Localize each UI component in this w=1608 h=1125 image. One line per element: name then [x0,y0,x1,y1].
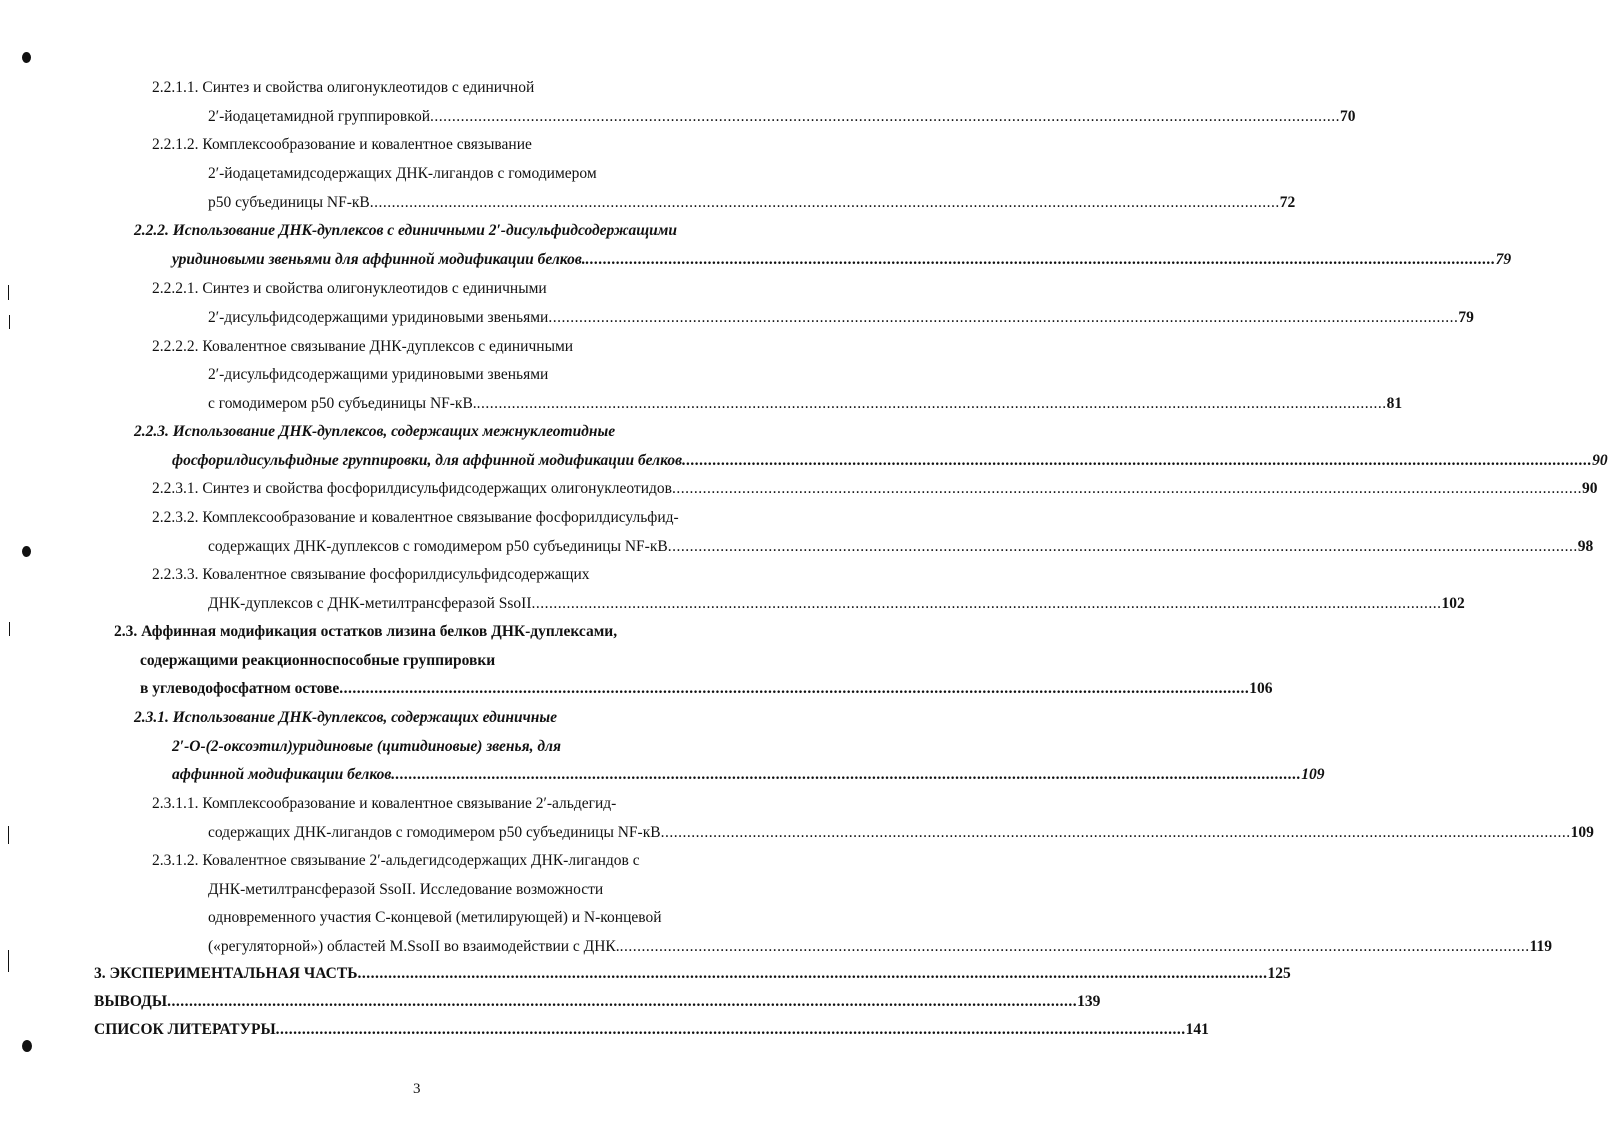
toc-text: 3. ЭКСПЕРИМЕНТАЛЬНАЯ ЧАСТЬ [94,965,358,982]
toc-leader: ................................................................................................................................................................................................................ [585,251,1496,268]
toc-page-number: 98 [1577,538,1594,555]
toc-entry-2-2-2-2-line1: 2.2.2.2. Ковалентное связывание ДНК-дуплексов с единичными [152,338,574,355]
toc-entry-2-3-line3[interactable] [140,679,1273,699]
toc-entry-2-3-1-line1: 2.3.1. Использование ДНК-дуплексов, содержащих единичные [134,709,558,726]
toc-entry-2-3-line1: 2.3. Аффинная модификация остатков лизина белков ДНК-дуплексами, [114,623,618,640]
toc-leader: ................................................................................................................................................................................................................ [531,595,1442,612]
toc-entry-2-2-1-2-line3[interactable] [208,193,1296,213]
toc-page-number: 79 [1458,309,1474,326]
toc-entry-2-3-1-line3[interactable] [172,765,1325,785]
toc-entry-2-2-1-2-line1: 2.2.1.2. Комплексообразование и ковалентное связывание [152,136,532,153]
toc-text: ДНК-дуплексов с ДНК-метилтрансферазой SsoII [208,595,532,612]
toc-leader: ................................................................................................................................................................................................................ [671,480,1582,497]
page-number: 3 [413,1081,421,1097]
toc-entry-references[interactable] [94,1020,1209,1040]
toc-leader: ................................................................................................................................................................................................................ [369,194,1280,211]
toc-text: 2′-дисульфидсодержащими уридиновыми звеньями [208,309,549,326]
toc-page-number: 79 [1495,251,1512,268]
scan-line-mark [8,285,9,300]
toc-entry-2-3-1-1-line1: 2.3.1.1. Комплексообразование и ковалентное связывание 2′-альдегид- [152,795,617,812]
toc-leader: ................................................................................................................................................................................................................ [476,395,1387,412]
toc-entry-2-2-2-2-line3[interactable] [208,394,1403,414]
toc-entry-2-2-2-line2[interactable] [172,250,1512,270]
toc-entry-2-2-3-1[interactable] [152,479,1598,499]
toc-page-number: 102 [1441,595,1465,612]
toc-entry-2-2-3-2-line1: 2.2.3.2. Комплексообразование и ковалентное связывание фосфорилдисульфид- [152,509,679,526]
toc-page-number: 141 [1185,1021,1209,1038]
toc-entry-2-3-1-2-line1: 2.3.1.2. Ковалентное связывание 2′-альдегидсодержащих ДНК-лигандов с [152,852,640,869]
toc-text: содержащих ДНК-лигандов с гомодимером р50 субъединицы NF-кВ [208,824,661,841]
toc-leader: ................................................................................................................................................................................................................ [167,993,1078,1010]
toc-text: 2.2.3.1. Синтез и свойства фосфорилдисульфидсодержащих олигонуклеотидов [152,480,672,497]
scan-line-mark [9,315,10,329]
toc-entry-conclusions[interactable] [94,992,1101,1012]
toc-page-number: 72 [1279,194,1296,211]
toc-page-number: 139 [1077,993,1101,1010]
toc-entry-2-2-3-3-line1: 2.2.3.3. Ковалентное связывание фосфорилдисульфидсодержащих [152,566,590,583]
toc-text: р50 субъединицы NF-кВ [208,194,370,211]
toc-page-number: 125 [1267,965,1291,982]
toc-entry-2-3-1-1-line2[interactable] [208,823,1594,843]
toc-leader: ................................................................................................................................................................................................................ [430,108,1341,125]
scan-dot-mark [22,52,31,63]
toc-text: («регуляторной») областей M.SsoII во взаимодействии с ДНК. [208,938,620,955]
toc-entry-2-2-1-2-line2: 2′-йодацетамидсодержащих ДНК-лигандов с гомодимером [208,165,597,182]
scan-line-mark [9,622,10,636]
toc-text: с гомодимером р50 субъединицы NF-кВ. [208,395,477,412]
scan-dot-mark [22,1040,32,1052]
toc-entry-2-2-2-1-line1: 2.2.2.1. Синтез и свойства олигонуклеотидов с единичными [152,280,547,297]
toc-page-number: 81 [1386,395,1403,412]
toc-leader: ................................................................................................................................................................................................................ [357,965,1268,982]
toc-page-number: 109 [1570,824,1594,841]
toc-page-number: 109 [1301,766,1325,783]
toc-page-number: 90 [1581,480,1598,497]
toc-text: в углеводофосфатном остове [140,680,340,697]
toc-text: уридиновыми звеньями для аффинной модификации белков. [172,251,586,268]
toc-page-number: 119 [1529,938,1553,955]
toc-leader: ................................................................................................................................................................................................................ [660,824,1571,841]
scan-line-mark [8,950,9,972]
toc-leader: ................................................................................................................................................................................................................ [275,1021,1186,1038]
toc-leader: ................................................................................................................................................................................................................ [619,938,1530,955]
scan-line-mark [8,826,9,844]
toc-text: 2′-йодацетамидной группировкой [208,108,431,125]
toc-entry-3[interactable] [94,964,1291,984]
toc-text: ВЫВОДЫ [94,993,168,1010]
toc-leader: ................................................................................................................................................................................................................ [667,538,1578,555]
toc-entry-2-2-3-2-line2[interactable] [208,537,1594,557]
toc-page-number: 90 [1592,452,1608,469]
toc-page-number: 70 [1340,108,1356,125]
scan-dot-mark [22,546,31,557]
toc-entry-2-3-1-2-line2: ДНК-метилтрансферазой SsoII. Исследование возможности [208,881,604,898]
toc-entry-2-2-2-1-line2[interactable] [208,308,1474,328]
toc-leader: ................................................................................................................................................................................................................ [548,309,1459,326]
toc-text: СПИСОК ЛИТЕРАТУРЫ [94,1021,276,1038]
toc-entry-2-3-1-2-line3: одновременного участия С-концевой (метилирующей) и N-концевой [208,909,662,926]
toc-text: аффинной модификации белков [172,766,392,783]
toc-entry-2-2-2-line1: 2.2.2. Использование ДНК-дуплексов с единичными 2′-дисульфидсодержащими [134,222,677,239]
toc-entry-2-2-2-2-line2: 2′-дисульфидсодержащими уридиновыми звеньями [208,366,549,383]
toc-leader: ................................................................................................................................................................................................................ [339,680,1250,697]
toc-entry-2-3-1-line2: 2′-О-(2-оксоэтил)уридиновые (цитидиновые) звенья, для [172,738,561,755]
toc-entry-2-2-3-line2[interactable] [172,451,1608,471]
toc-leader: ................................................................................................................................................................................................................ [391,766,1302,783]
toc-page-number: 106 [1249,680,1273,697]
toc-entry-2-3-1-2-line4[interactable] [208,937,1553,957]
toc-text: фосфорилдисульфидные группировки, для аффинной модификации белков [172,452,683,469]
toc-entry-2-3-line2: содержащими реакционноспособные группировки [140,652,496,669]
toc-entry-2-2-3-3-line2[interactable] [208,594,1465,614]
toc-leader: ................................................................................................................................................................................................................ [682,452,1593,469]
toc-entry-2-2-1-1-line2[interactable] [208,107,1356,127]
toc-text: содержащих ДНК-дуплексов с гомодимером р50 субъединицы NF-кВ [208,538,668,555]
toc-entry-2-2-3-line1: 2.2.3. Использование ДНК-дуплексов, содержащих межнуклеотидные [134,423,616,440]
toc-entry-2-2-1-1-line1: 2.2.1.1. Синтез и свойства олигонуклеотидов с единичной [152,79,535,96]
